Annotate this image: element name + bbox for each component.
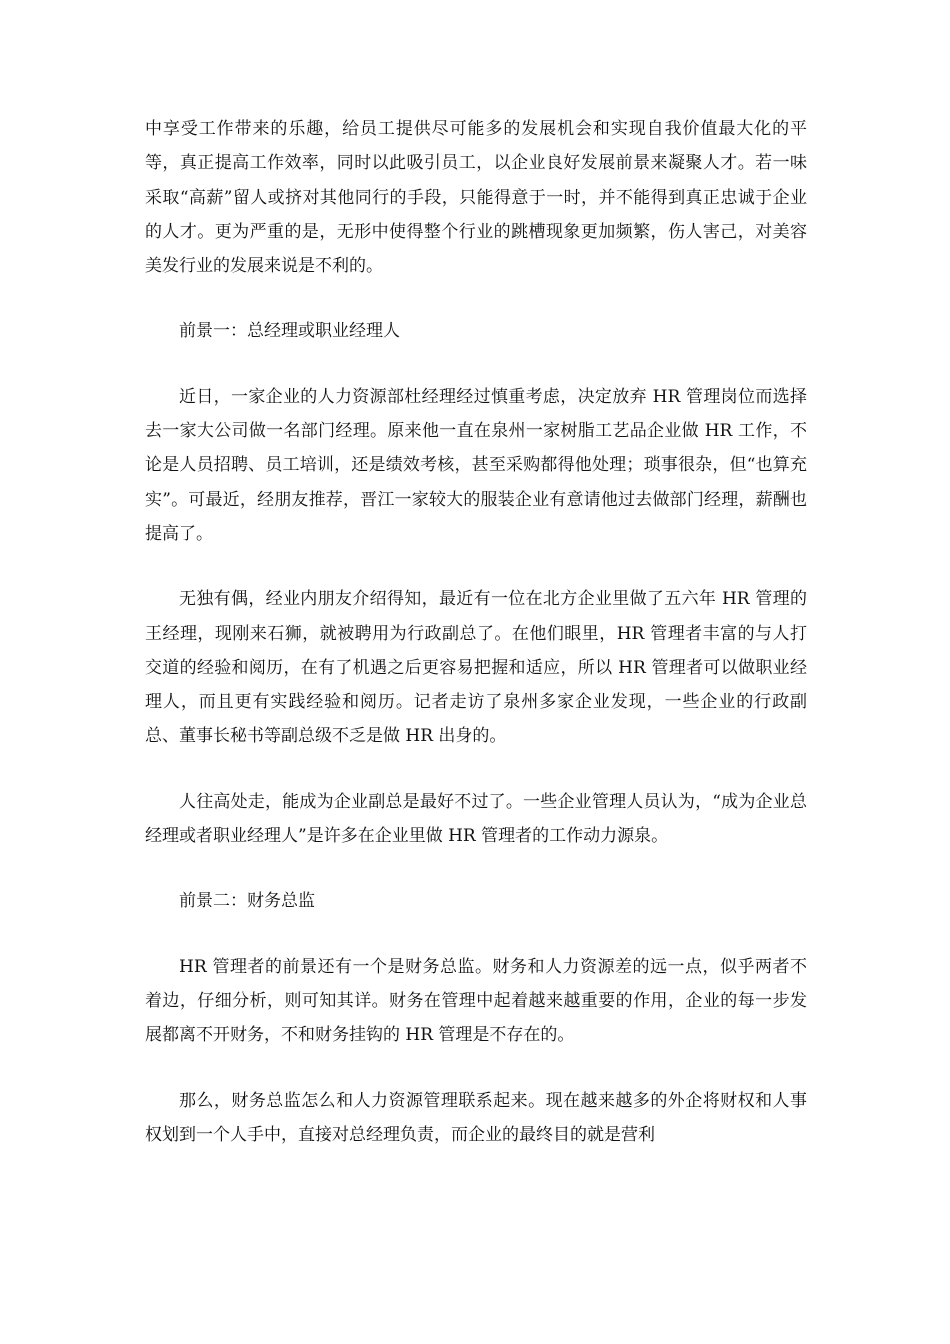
paragraph-intro-continuation: 中享受工作带来的乐趣，给员工提供尽可能多的发展机会和实现自我价值最大化的平等，真正提高工作效率，同时以此吸引员工，以企业良好发展前景来凝聚人才。若一味采取“高薪”留人或挤对其他同行的手段，只能得意于一时，并不能得到真正忠诚于企业的人才。更为严重的是，无形中使得整个行业的跳槽现象更加频繁，伤人害己，对美容美发行业的发展来说是不利的。 xyxy=(145,119,807,277)
document-page xyxy=(145,112,807,1152)
paragraph-manager-wang: 无独有偶，经业内朋友介绍得知，最近有一位在北方企业里做了五六年 HR 管理的王经理，现刚来石狮，就被聘用为行政副总了。在他们眼里，HR 管理者丰富的与人打交道的经验和阅历，在有了机遇之后更容易把握和适应，所以 HR 管理者可以做职业经理人，而且更有实践经验和阅历。记者走访了泉州多家企业发现，一些企业的行政副总、董事长秘书等副总级不乏是做 HR 出身的。 xyxy=(145,589,807,747)
section-heading-prospect-two: 前景二：财务总监 xyxy=(179,891,315,912)
paragraph-finance-director: HR 管理者的前景还有一个是财务总监。财务和人力资源差的远一点，似乎两者不着边，仔细分析，则可知其详。财务在管理中起着越来越重要的作用，企业的每一步发展都离不开财务，不和财务挂钩的 HR 管理是不存在的。 xyxy=(145,956,807,1046)
section-heading-prospect-one: 前景一：总经理或职业经理人 xyxy=(179,321,400,342)
paragraph-manager-du: 近日，一家企业的人力资源部杜经理经过慎重考虑，决定放弃 HR 管理岗位而选择去一家大公司做一名部门经理。原来他一直在泉州一家树脂工艺品企业做 HR 工作，不论是人员招聘、员工培训，还是绩效考核，甚至采购都得他处理；琐事很杂，但“也算充实”。可最近，经朋友推荐，晋江一家较大的服装企业有意请他过去做部门经理，薪酬也提高了。 xyxy=(145,386,807,544)
paragraph-finance-hr-link: 那么，财务总监怎么和人力资源管理联系起来。现在越来越多的外企将财权和人事权划到一个人手中，直接对总经理负责，而企业的最终目的就是营利 xyxy=(145,1090,807,1145)
paragraph-career-motivation: 人往高处走，能成为企业副总是最好不过了。一些企业管理人员认为，“成为企业总经理或者职业经理人”是许多在企业里做 HR 管理者的工作动力源泉。 xyxy=(145,791,807,847)
